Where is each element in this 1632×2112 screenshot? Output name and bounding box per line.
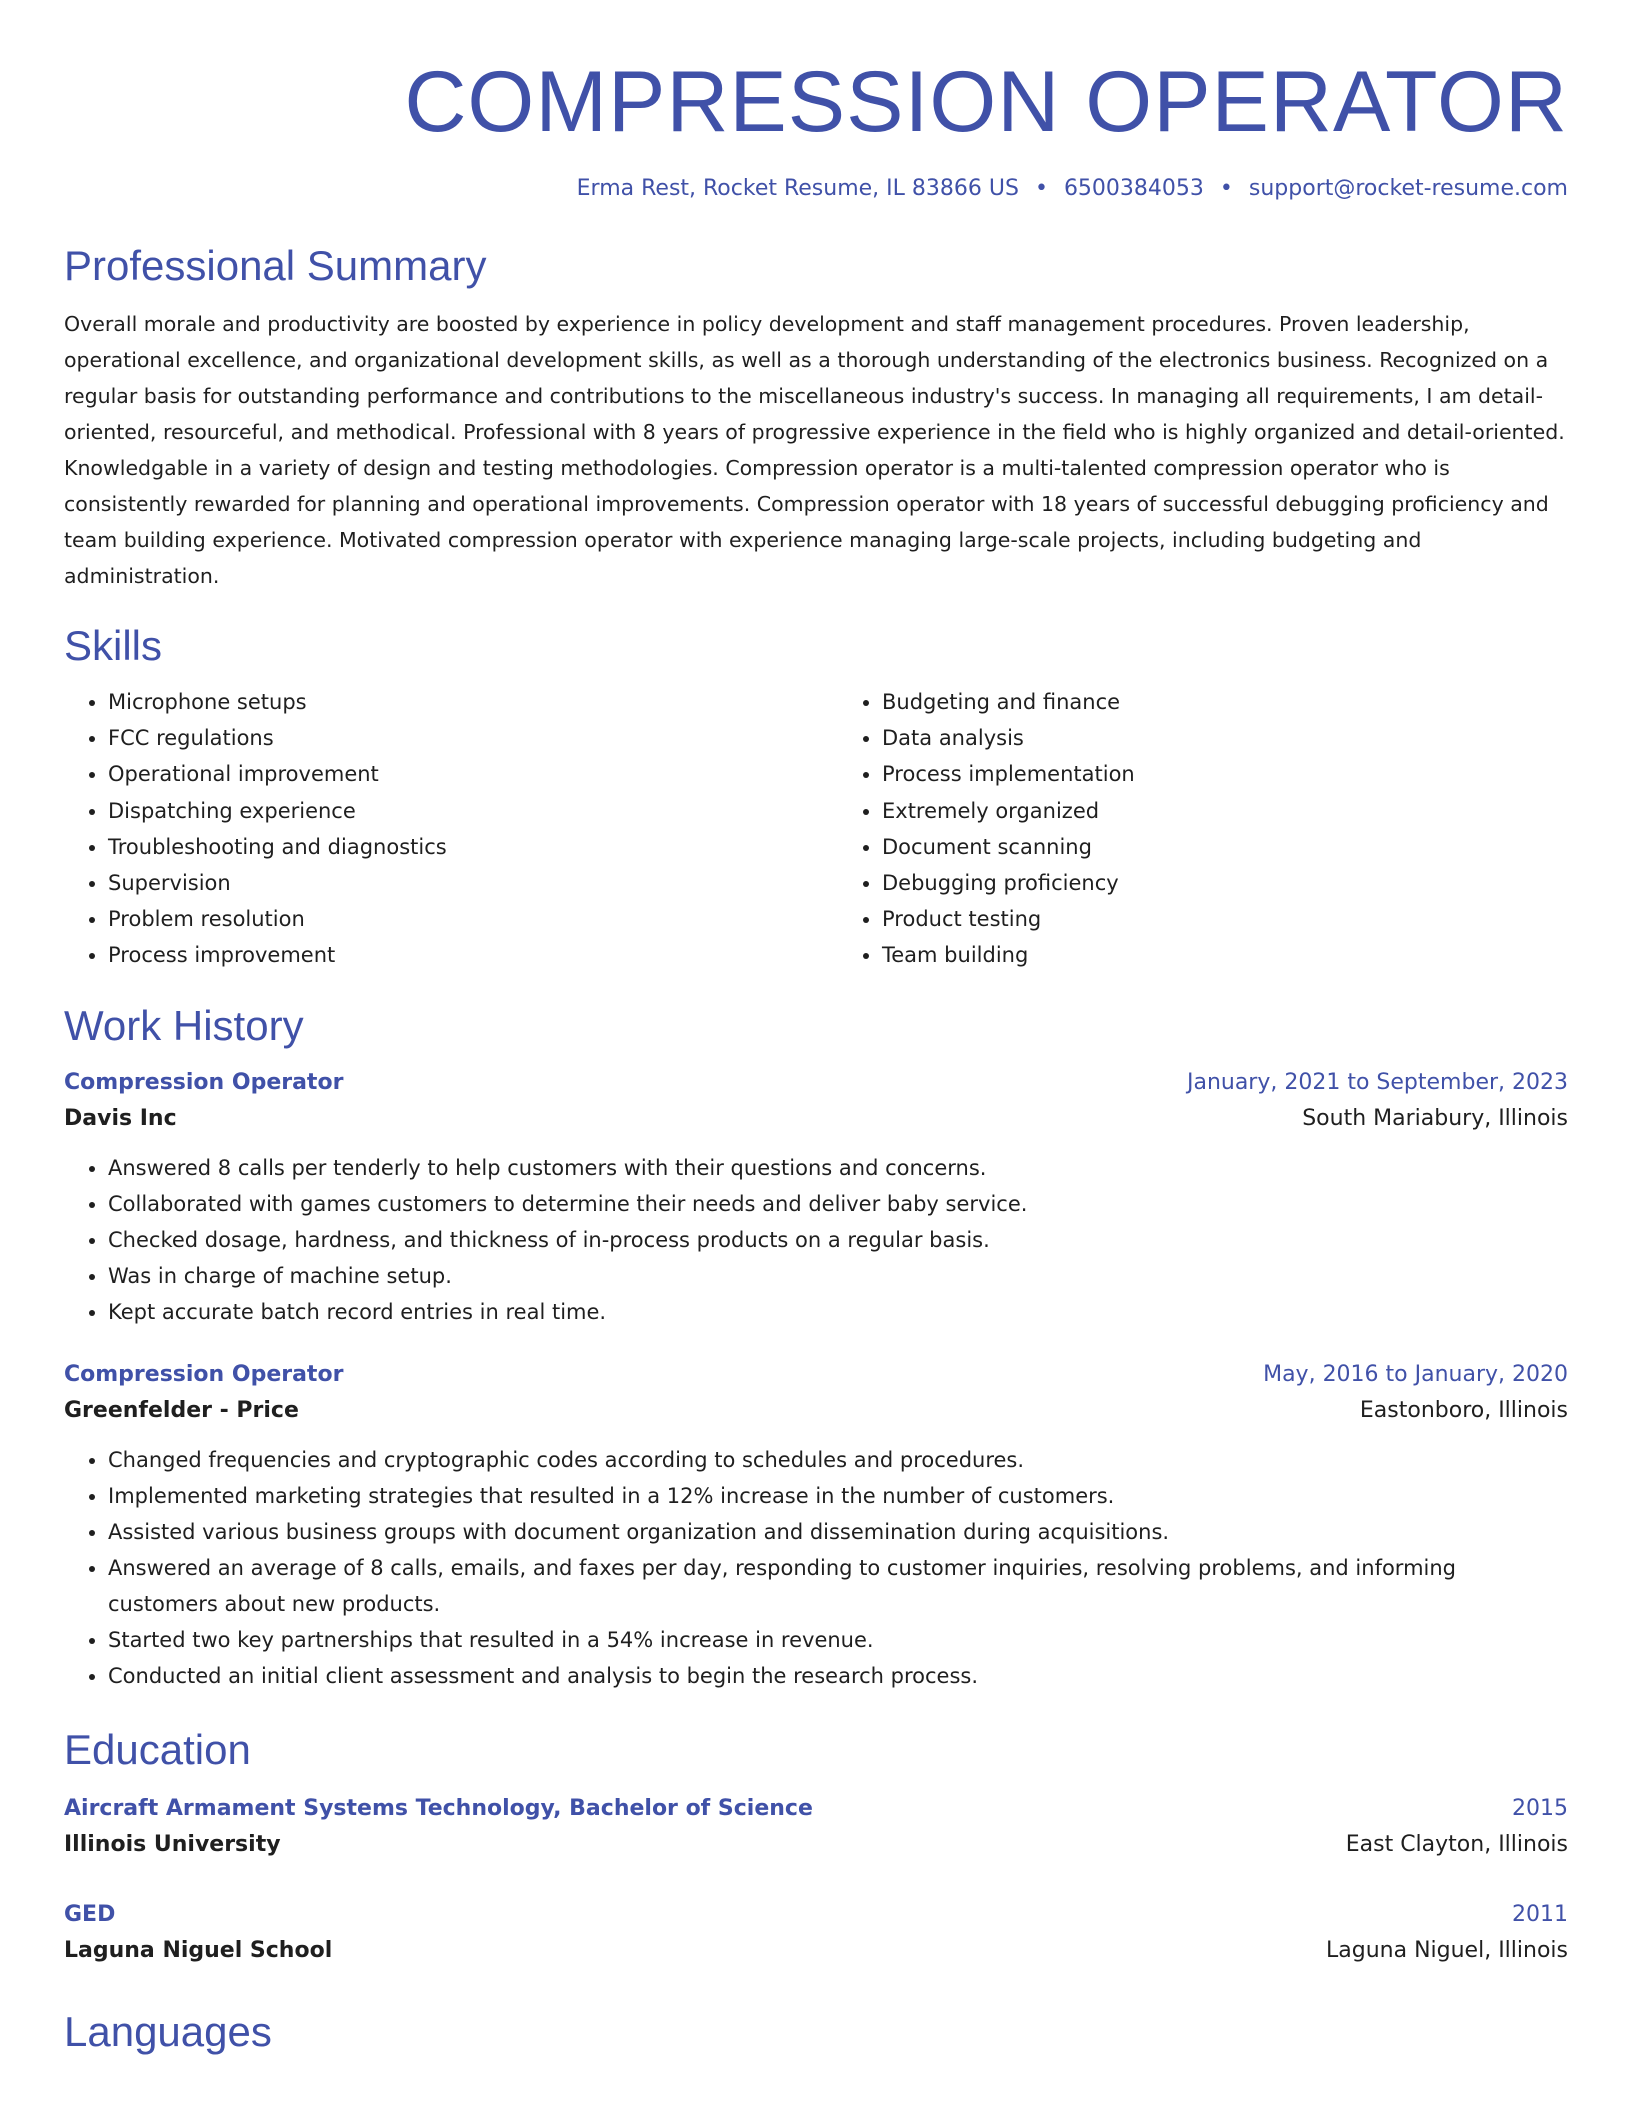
skill-item: • Problem resolution xyxy=(108,901,838,937)
skill-item: • Microphone setups xyxy=(108,684,838,720)
skills-list xyxy=(64,684,1568,974)
skills-column-right xyxy=(838,684,1568,974)
job-dates: May, 2016 to January, 2020 xyxy=(1263,1361,1568,1387)
skill-item: • Troubleshooting and diagnostics xyxy=(108,829,838,865)
skills-heading: Skills xyxy=(64,622,163,669)
contact-separator: • xyxy=(1219,176,1233,201)
job-location: South Mariabury, Illinois xyxy=(1302,1105,1568,1131)
skill-item: • Operational improvement xyxy=(108,756,838,792)
job-employer: Greenfelder - Price xyxy=(64,1397,299,1423)
contact-line xyxy=(64,174,1568,204)
skill-item: • Extremely organized xyxy=(882,793,1568,829)
education-school-row xyxy=(64,1826,1568,1864)
education-entry xyxy=(64,1898,1568,1970)
job-location: Eastonboro, Illinois xyxy=(1359,1397,1568,1423)
education-school: Illinois University xyxy=(64,1831,281,1857)
education-header-row xyxy=(64,1898,1568,1932)
skill-item: • Budgeting and finance xyxy=(882,684,1568,720)
job-bullet: • Changed frequencies and cryptographic codes according to schedules and procedures. xyxy=(108,1442,1568,1478)
skill-item: • Debugging proficiency xyxy=(882,865,1568,901)
job-bullets xyxy=(64,1150,1568,1330)
job-bullet: • Conducted an initial client assessment and analysis to begin the research process. xyxy=(108,1658,1568,1694)
skill-item: • Dispatching experience xyxy=(108,793,838,829)
summary-heading: Professional Summary xyxy=(64,242,487,289)
job-entry xyxy=(64,1066,1568,1330)
resume-header xyxy=(64,0,1568,204)
skill-item: • Team building xyxy=(882,937,1568,973)
job-bullet: • Answered 8 calls per tenderly to help customers with their questions and concerns. xyxy=(108,1150,1568,1186)
education-degree: GED xyxy=(64,1901,116,1927)
job-bullet: • Kept accurate batch record entries in real time. xyxy=(108,1294,1568,1330)
education-degree: Aircraft Armament Systems Technology, Bachelor of Science xyxy=(64,1795,813,1821)
education-school-row xyxy=(64,1932,1568,1970)
education-year: 2015 xyxy=(1512,1795,1568,1821)
job-bullet: • Checked dosage, hardness, and thickness of in-process products on a regular basis. xyxy=(108,1222,1568,1258)
job-bullet: • Answered an average of 8 calls, emails, and faxes per day, responding to customer inquiries, resolving problems, and informing customers about new products. xyxy=(108,1550,1568,1622)
job-dates: January, 2021 to September, 2023 xyxy=(1186,1069,1568,1095)
work-history-heading: Work History xyxy=(64,1001,304,1049)
job-header-row xyxy=(64,1358,1568,1392)
contact-address: Erma Rest, Rocket Resume, IL 83866 US xyxy=(576,176,1019,201)
skill-item: • Supervision xyxy=(108,865,838,901)
skill-item: • Data analysis xyxy=(882,720,1568,756)
job-bullets xyxy=(64,1442,1568,1694)
education-heading: Education xyxy=(64,1725,251,1773)
job-bullet: • Was in charge of machine setup. xyxy=(108,1258,1568,1294)
job-bullet: • Collaborated with games customers to determine their needs and deliver baby service. xyxy=(108,1186,1568,1222)
job-entry xyxy=(64,1358,1568,1694)
education-entry xyxy=(64,1792,1568,1864)
candidate-title: COMPRESSION OPERATOR xyxy=(404,54,1568,150)
job-header-row xyxy=(64,1066,1568,1100)
skill-item: • Product testing xyxy=(882,901,1568,937)
job-title: Compression Operator xyxy=(64,1069,344,1095)
education-school: Laguna Niguel School xyxy=(64,1937,333,1963)
skill-item: • Document scanning xyxy=(882,829,1568,865)
job-bullet: • Started two key partnerships that resulted in a 54% increase in revenue. xyxy=(108,1622,1568,1658)
languages-heading: Languages xyxy=(64,2007,272,2055)
job-employer-row xyxy=(64,1392,1568,1430)
summary-text: Overall morale and productivity are boosted by experience in policy development and staff management procedures. Proven leadership, operational excellence, and organizational development skills, as well as a thorough understanding of the electronics business. Recognized on a regular basis for outstanding performance and contributions to the miscellaneous industry's success. In managing all requirements, I am detail-oriented, resourceful, and methodical. Professional with 8 years of progressive experience in the field who is highly organized and detail-oriented. Knowledgable in a variety of design and testing methodologies. Compression operator is a multi-talented compression operator who is consistently rewarded for planning and operational improvements. Compression operator with 18 years of successful debugging proficiency and team building experience. Motivated compression operator with experience managing large-scale projects, including budgeting and administration. xyxy=(64,312,1565,588)
contact-separator: • xyxy=(1034,176,1048,201)
contact-phone: 6500384053 xyxy=(1063,176,1204,201)
contact-email: support@rocket-resume.com xyxy=(1248,176,1568,201)
job-bullet: • Assisted various business groups with document organization and dissemination during acquisitions. xyxy=(108,1514,1568,1550)
education-year: 2011 xyxy=(1512,1901,1568,1927)
job-employer: Davis Inc xyxy=(64,1105,177,1131)
education-header-row xyxy=(64,1792,1568,1826)
education-location: East Clayton, Illinois xyxy=(1345,1831,1568,1857)
skill-item: • Process improvement xyxy=(108,937,838,973)
skill-item: • Process implementation xyxy=(882,756,1568,792)
job-bullet: • Implemented marketing strategies that resulted in a 12% increase in the number of customers. xyxy=(108,1478,1568,1514)
job-title: Compression Operator xyxy=(64,1361,344,1387)
job-employer-row xyxy=(64,1100,1568,1138)
education-location: Laguna Niguel, Illinois xyxy=(1326,1937,1568,1963)
skills-column-left xyxy=(64,684,838,974)
skill-item: • FCC regulations xyxy=(108,720,838,756)
